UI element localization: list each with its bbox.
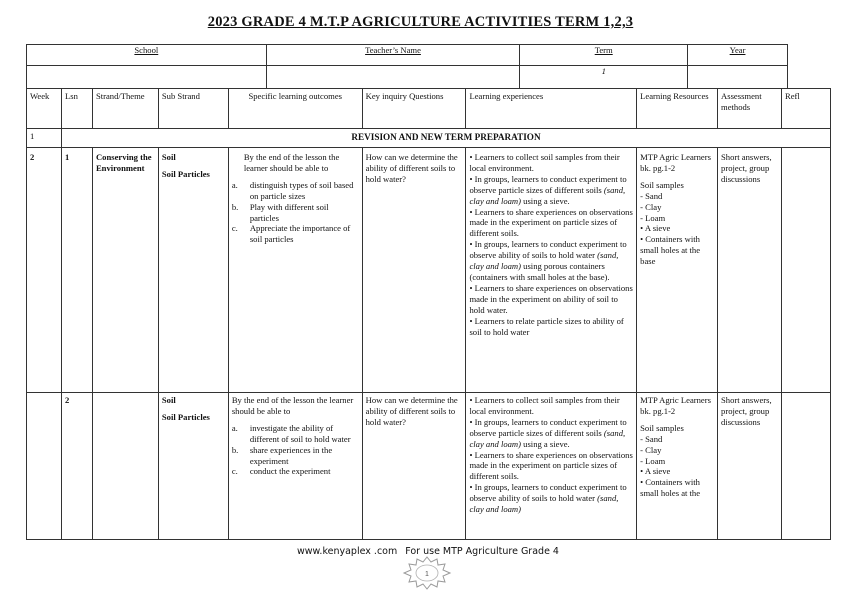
lesson-inquiry: How can we determine the ability of different soils to hold water? xyxy=(362,148,466,393)
column-header-row xyxy=(27,89,831,129)
col-lsn: Lsn xyxy=(61,89,92,129)
resource-item: - Sand xyxy=(640,190,663,201)
col-substrand: Sub Strand xyxy=(158,89,228,129)
lesson-row xyxy=(27,148,831,393)
outcome-item: a. distinguish types of soil based on particle sizes xyxy=(231,179,354,201)
experience-item: • Learners to collect soil samples from their local environment. xyxy=(469,152,620,173)
experience-item: • Learners to share experiences on observations made in the experiment on ability of soil to hold water. xyxy=(469,282,633,315)
outcome-item: b. share experiences in the experiment xyxy=(231,444,333,466)
header-table xyxy=(26,44,788,89)
school-label: School xyxy=(27,45,267,66)
experience-item: • Learners to share experiences on observations made in the experiment on particle sizes of different soils. xyxy=(469,449,633,482)
lesson-inquiry: How can we determine the ability of different soils to hold water? xyxy=(362,393,466,540)
lesson-strand: Conserving the Environment xyxy=(92,148,158,393)
substrand-title: Soil xyxy=(161,395,176,405)
substrand-subtitle: Soil Particles xyxy=(161,411,210,422)
lesson-reflection xyxy=(781,148,830,393)
resource-item: Soil samples xyxy=(640,422,684,433)
col-reflection: Refl xyxy=(781,89,830,129)
lesson-outcomes xyxy=(228,148,362,393)
footer-note: For use MTP Agriculture Grade 4 xyxy=(405,546,559,557)
lesson-substrand xyxy=(158,148,228,393)
lesson-row xyxy=(27,393,831,540)
lesson-number: 2 xyxy=(61,393,92,540)
teacher-label: Teacher’s Name xyxy=(266,45,520,66)
scheme-table xyxy=(26,88,831,540)
col-experiences: Learning experiences xyxy=(466,89,637,129)
document-title: 2023 GRADE 4 M.T.P AGRICULTURE ACTIVITIES TERM 1,2,3 xyxy=(207,14,634,30)
outcomes-intro: By the end of the lesson the learner should be able to xyxy=(231,395,354,416)
lesson-substrand xyxy=(158,393,228,540)
outcome-item: c. Appreciate the importance of soil particles xyxy=(231,223,351,245)
year-label: Year xyxy=(688,45,788,66)
resource-item: - Loam xyxy=(640,455,666,466)
resource-item: • Containers with small holes at the xyxy=(640,477,701,499)
lesson-experiences xyxy=(466,393,637,540)
resource-item: Soil samples xyxy=(640,179,684,190)
substrand-subtitle: Soil Particles xyxy=(161,168,210,179)
outcomes-list xyxy=(232,180,359,245)
lesson-week: 2 xyxy=(27,148,62,393)
col-assessment: Assessment methods xyxy=(718,89,782,129)
school-value xyxy=(27,66,267,89)
experience-item: • Learners to collect soil samples from their local environment. xyxy=(469,395,620,416)
substrand-title: Soil xyxy=(161,152,176,162)
lesson-outcomes xyxy=(228,393,362,540)
lesson-resources xyxy=(637,393,718,540)
outcome-item: c. conduct the experiment xyxy=(231,466,331,477)
lesson-experiences xyxy=(466,148,637,393)
resource-book: MTP Agric Learners bk. pg.1-2 xyxy=(640,152,711,173)
lesson-assessment: Short answers, project, group discussions xyxy=(718,393,782,540)
experience-item: • Learners to relate particle sizes to ability of soil to hold water xyxy=(469,315,624,337)
experience-item: • Learners to share experiences on observations made in the experiment on particle sizes of different soils. xyxy=(469,206,633,239)
col-inquiry: Key inquiry Questions xyxy=(362,89,466,129)
revision-row xyxy=(27,129,831,148)
col-week: Week xyxy=(27,89,62,129)
experience-item: • In groups, learners to conduct experiment to observe particle sizes of different soils (sand, clay and loam) using a sieve. xyxy=(469,173,627,206)
footer-site: www.kenyaplex .com xyxy=(297,546,398,557)
resource-item: • A sieve xyxy=(640,223,671,234)
experience-item: • In groups, learners to conduct experiment to observe ability of soils to hold water (sand, clay and loam) using porous containers (containers with small holes at the base). xyxy=(469,239,627,282)
col-strand: Strand/Theme xyxy=(92,89,158,129)
resource-item: • A sieve xyxy=(640,466,671,477)
lesson-assessment: Short answers, project, group discussions xyxy=(718,148,782,393)
outcome-item: a. investigate the ability of different of soil to hold water xyxy=(231,422,351,444)
resource-item: - Clay xyxy=(640,444,662,455)
page-number-seal-icon xyxy=(401,556,453,590)
term-value: 1 xyxy=(520,66,688,89)
page-number: 1 xyxy=(425,571,429,578)
lesson-reflection xyxy=(781,393,830,540)
experience-item: • In groups, learners to conduct experiment to observe particle sizes of different soils (sand, clay and loam) using a sieve. xyxy=(469,416,627,449)
lesson-strand xyxy=(92,393,158,540)
resource-item: - Clay xyxy=(640,201,662,212)
resource-book: MTP Agric Learners bk. pg.1-2 xyxy=(640,395,711,416)
outcome-item: b. Play with different soil particles xyxy=(231,201,329,223)
lesson-resources xyxy=(637,148,718,393)
col-resources: Learning Resources xyxy=(637,89,718,129)
experience-item: • In groups, learners to conduct experiment to observe ability of soils to hold water (sand, clay and loam) xyxy=(469,482,627,515)
teacher-value xyxy=(266,66,520,89)
outcomes-intro: By the end of the lesson the learner should be able to xyxy=(243,152,340,173)
resource-item: - Sand xyxy=(640,433,663,444)
year-value xyxy=(688,66,788,89)
revision-text: REVISION AND NEW TERM PREPARATION xyxy=(61,129,830,148)
resource-item: - Loam xyxy=(640,212,666,223)
col-outcomes: Specific learning outcomes xyxy=(228,89,362,129)
lesson-week xyxy=(27,393,62,540)
resource-item: • Containers with small holes at the base xyxy=(640,234,701,267)
lesson-number: 1 xyxy=(61,148,92,393)
revision-week: 1 xyxy=(27,129,62,148)
outcomes-list xyxy=(232,423,359,478)
term-label: Term xyxy=(520,45,688,66)
